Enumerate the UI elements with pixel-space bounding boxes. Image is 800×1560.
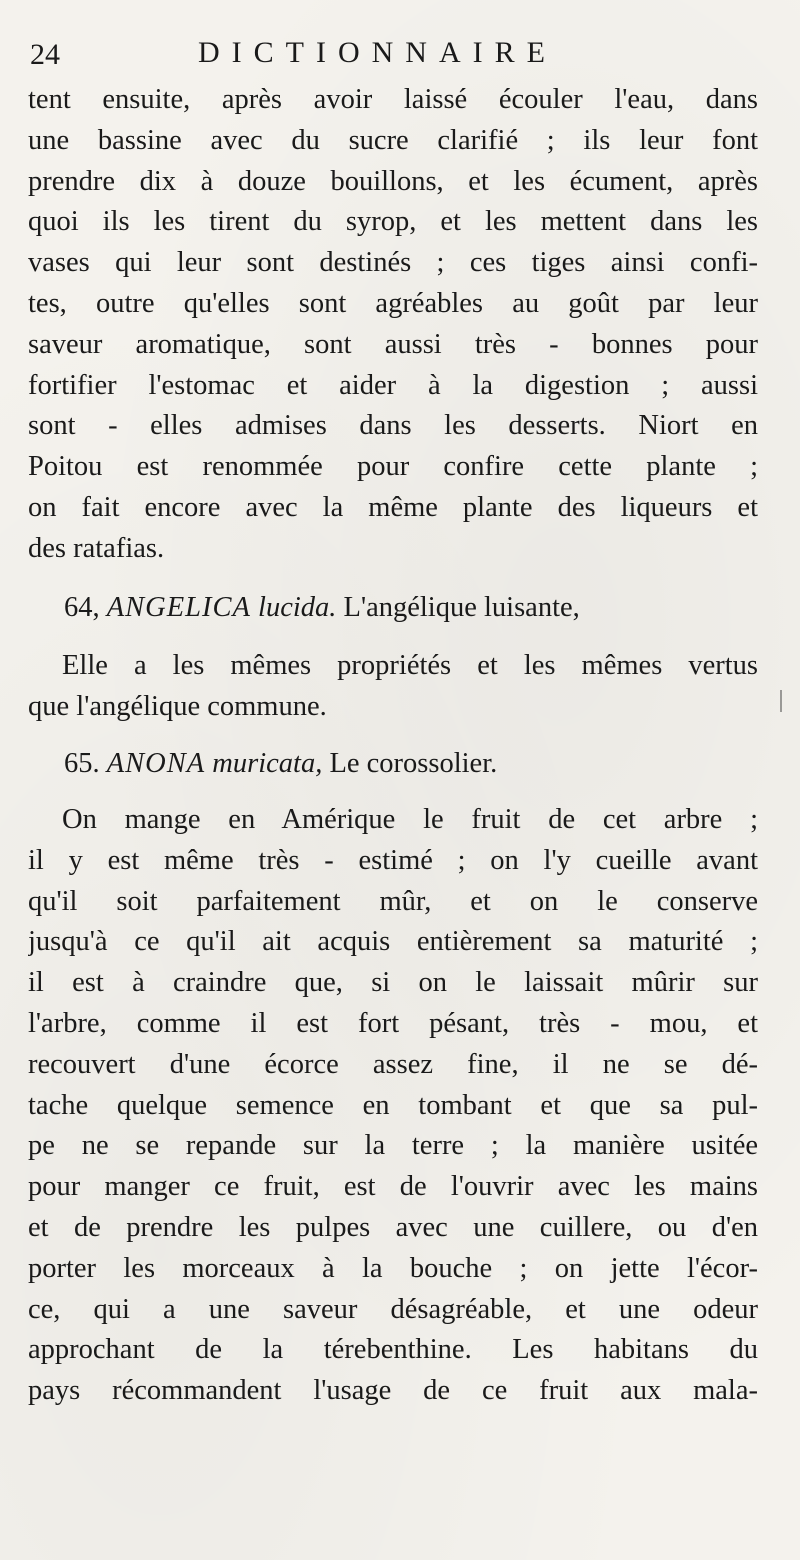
text-line: Elle a les mêmes propriétés et les mêmes vertus bbox=[62, 650, 758, 681]
text-line: prendre dix à douze bouillons, et les écument, après bbox=[28, 165, 758, 197]
entry-genus: ANONA bbox=[106, 748, 206, 779]
paragraph-angelica-continued bbox=[28, 80, 758, 570]
text-line: il y est même très - estimé ; on l'y cueille avant bbox=[28, 844, 758, 876]
entry-number: 64, bbox=[64, 592, 100, 623]
entry-common-name: Le corossolier. bbox=[329, 748, 498, 779]
text-line: quoi ils les tirent du syrop, et les mettent dans les bbox=[28, 206, 758, 238]
entry-heading-64 bbox=[64, 588, 764, 628]
text-line: des ratafias. bbox=[28, 532, 165, 564]
text-line: On mange en Amérique le fruit de cet arbre ; bbox=[62, 804, 758, 835]
text-line: tent ensuite, après avoir laissé écouler l'eau, dans bbox=[28, 84, 758, 115]
text-line: jusqu'à ce qu'il ait acquis entièrement sa maturité ; bbox=[28, 926, 758, 958]
text-line: recouvert d'une écorce assez fine, il ne se dé- bbox=[28, 1048, 758, 1080]
text-line: pays récommandent l'usage de ce fruit aux mala- bbox=[28, 1375, 758, 1407]
running-title: DICTIONNAIRE bbox=[198, 36, 557, 69]
text-line: ce, qui a une saveur désagréable, et une odeur bbox=[28, 1293, 758, 1325]
entry-species: lucida. bbox=[258, 592, 337, 623]
entry-common-name: L'angélique luisante, bbox=[343, 592, 580, 623]
text-line: que l'angélique commune. bbox=[28, 690, 327, 722]
entry-number: 65. bbox=[64, 748, 100, 779]
text-line: approchant de la térebenthine. Les habitans du bbox=[28, 1334, 758, 1366]
page-number: 24 bbox=[30, 38, 60, 71]
entry-species: muricata, bbox=[212, 748, 323, 779]
text-line: une bassine avec du sucre clarifié ; ils leur font bbox=[28, 124, 758, 156]
text-line: saveur aromatique, sont aussi très - bonnes pour bbox=[28, 328, 758, 360]
text-line: fortifier l'estomac et aider à la digestion ; aussi bbox=[28, 369, 758, 401]
text-line: pour manger ce fruit, est de l'ouvrir avec les mains bbox=[28, 1171, 758, 1203]
text-line: et de prendre les pulpes avec une cuillere, ou d'en bbox=[28, 1211, 758, 1243]
text-line: vases qui leur sont destinés ; ces tiges ainsi confi- bbox=[28, 247, 758, 279]
paragraph-anona-muricata bbox=[28, 800, 758, 1412]
entry-heading-65 bbox=[64, 744, 764, 784]
text-line: tes, outre qu'elles sont agréables au goût par leur bbox=[28, 287, 758, 319]
text-line: tache quelque semence en tombant et que sa pul- bbox=[28, 1089, 758, 1121]
text-line: qu'il soit parfaitement mûr, et on le conserve bbox=[28, 885, 758, 917]
text-line: Poitou est renommée pour confire cette plante ; bbox=[28, 451, 758, 483]
margin-mark bbox=[780, 690, 782, 712]
paragraph-angelica-lucida bbox=[28, 646, 758, 728]
text-line: porter les morceaux à la bouche ; on jette l'écor- bbox=[28, 1252, 758, 1284]
text-line: il est à craindre que, si on le laissait mûrir sur bbox=[28, 967, 758, 999]
text-line: pe ne se repande sur la terre ; la manière usitée bbox=[28, 1130, 758, 1162]
text-line: sont - elles admises dans les desserts. Niort en bbox=[28, 410, 758, 442]
running-head bbox=[30, 36, 760, 80]
text-line: on fait encore avec la même plante des liqueurs et bbox=[28, 491, 758, 523]
entry-genus: ANGELICA bbox=[106, 592, 251, 623]
text-line: l'arbre, comme il est fort pésant, très - mou, et bbox=[28, 1007, 758, 1039]
